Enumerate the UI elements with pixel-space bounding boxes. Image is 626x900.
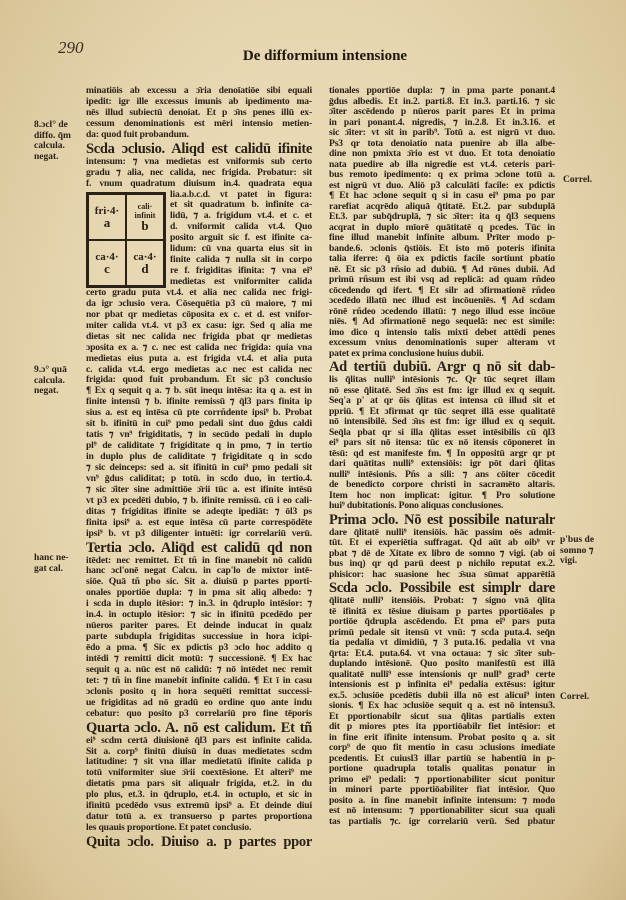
text-line: medietas eius puta a. est frigida vt.4. et alia puta	[86, 353, 312, 364]
text-line: q̄rta: Et.4. puta.64. vt vna octaua: ⁊ sic ɔ̄iter sub-	[329, 648, 555, 659]
margin-note: 9.ɔ° quā calcula. negat.	[34, 365, 67, 396]
figure-cell	[126, 194, 164, 240]
text-line: vt p3 ex pcedēti dubio, ⁊ b. ifinite remissū. cū i eo cali-	[86, 495, 312, 506]
text-line: primū pedale sit itensū vt vnū: ⁊ scda puta.4. seq̄n	[329, 627, 555, 638]
cell-value: fri·4·	[94, 204, 120, 217]
text-line: d. vniformit calida vt.4. Quo	[170, 222, 312, 233]
text-line: nē. Et sic p3 rñsio ad dubiū. ¶ Ad rōnes dubii. Ad	[329, 264, 555, 275]
text-line: in pari ponant.4. nigredis, ⁊ in.2.8. Et in.3.16. et	[329, 117, 555, 128]
figure-cell	[88, 240, 126, 286]
text-line: rōnē rñdeo ɔcedendo illatū: ⁊ nego illud esse incōue	[329, 306, 555, 317]
text-line: de benedicto corpore christi in sacramēto altaris.	[329, 480, 555, 490]
text-line: ifinitū pcedēdo vsus extremū ipsi⁹ a. Et deinde diui	[86, 801, 312, 812]
text-line: nor pbat qr medietas cōposita ex c. et d. est vnifor-	[86, 309, 312, 320]
text-line: patet ex prima conclusione huius dubii.	[329, 348, 484, 359]
text-line: minatiōis ab excessu a ɔ̄ria denoīatiōe sibi equali	[86, 86, 312, 96]
text-line: les quauis proportione. Et patet conclusio.	[86, 823, 252, 834]
text-line: et sit quadratum b. infinite ca-	[170, 200, 312, 211]
text-line: lia.a.b.c.d. vt patet in figura:	[170, 189, 312, 200]
text-line: ⁊ sic deinceps: sed a. sit ifinitū in cui⁹ pmo pedali sit	[86, 462, 312, 473]
text-line: hui⁹ dubitationis. Pono aliquas conclusiones.	[329, 501, 504, 511]
text-line: lidū, ⁊ a. frigidum vt.4. et c. et	[170, 211, 312, 222]
text-line: latitudine: ⁊ sit vna illar medietatū ifinite calida p	[86, 757, 312, 768]
text-line: finite calida ⁊ nulla sit in corpo	[170, 255, 312, 266]
text-line: corp⁹ de quo fit mentio in casu ɔclusions imediate	[329, 743, 555, 753]
text-line: tet: ⁊ tñ in fine manebit infinite calidū. ¶ Et ī in casu	[86, 675, 312, 686]
text-line: ipedit: igr ille excessus imunis ab ipedimento ma-	[86, 96, 312, 107]
text-line: Et.3. par subq̄druplā, ⁊ sic ɔ̄iter: ita q q̄l3 sequens	[329, 212, 555, 222]
text-line: medietas est vniformiter calida	[170, 277, 312, 287]
text-line: ue frigiditas ad nō gradū eo ordine quo ante indu	[86, 697, 312, 708]
text-line: cessum denominationis est mēri intensio metien-	[86, 118, 312, 129]
conclusion-heading: Quarta ɔclo. A. nō est calidum. Et tñ	[86, 719, 312, 736]
text-line: intensionis est p infinita ei⁹ pedalia extēsus: igitur	[329, 680, 555, 690]
text-line: niēs. ¶ Ad ɔfirmationē nego sequelā: nec est simile:	[329, 317, 555, 327]
text-line: posito a. in fine manebit infinite intensum: ⁊ modo	[329, 795, 555, 806]
conclusion-heading: Ad tertiū dubiū. Argr q nō sit dab-	[329, 359, 555, 375]
text-line: nulli⁹ intēsionis. Pñs a sili: ⁊ ans cōiter cōcedit	[329, 469, 555, 480]
text-line: i scda in duplo itēsior: ⁊ in.3. in q̄druplo intēsior: ⁊	[86, 599, 312, 610]
text-line: pl⁹ de caliditate ⁊ frigiditate q in pmo, ⁊ in tertio	[86, 441, 312, 452]
text-line: posito arguit sic f. est ifinite ca-	[170, 233, 312, 244]
conclusion-heading: Tertia ɔclo. Aliq̄d est calidū qd non	[86, 539, 312, 556]
text-line: excessum vnius denominationis super alteram vt	[329, 338, 555, 348]
page-number: 290	[58, 38, 84, 57]
text-line: finite intensū ⁊ b. ifinite remissū ⁊ q̄l3 pars finita ip	[86, 397, 312, 408]
cell-letter: d	[141, 260, 149, 276]
cell-letter: c	[104, 260, 110, 276]
text-line: sionis. ¶ Ex hac ɔclusiōe sequit q a. est nō intensu3.	[329, 701, 555, 711]
text-line: ei⁹ scdm certā diuisionē q̄l3 pars est infinite calida.	[86, 735, 312, 746]
cell-letter: b	[141, 217, 149, 233]
text-line: cebatur: quo posito p3 correlariū pro fine tēporis	[86, 708, 312, 719]
text-line: duplando intēsionē. Quo posito manifestū est illā	[329, 659, 555, 669]
text-line: finita ipsi⁹ a. est eque intēsa cū parte correspōdēte	[86, 517, 312, 528]
text-line: acqrat in duplo mīorē quātitatē q pcedes. Tūc in	[329, 222, 555, 233]
running-title: De difformium intensione	[242, 48, 408, 64]
text-line: tionales pportiōe dupla: ⁊ in pma parte ponant.4	[329, 86, 555, 96]
text-line: f. vnum quadratum diuisum in.4. quadrata equa	[86, 178, 312, 189]
margin-note: hanc ne- gat cal.	[34, 553, 69, 574]
text-line: Sit a. corp⁹ finitū diuisū in duas medietates scdm	[86, 746, 312, 757]
text-line: plo plus, et.3. in q̄druplo, et.4. in octuplo, et sic in	[86, 790, 312, 801]
text-line: intēdi ⁊ remitti dicit motū: ⁊ successionē. ¶ Ex hac	[86, 653, 312, 664]
quadrant-figure	[86, 192, 166, 288]
text-line: tia pedalia vt dimidiū, ⁊ 3 puta.16. pedalia vt vna	[329, 638, 555, 648]
text-line: dietas sit nec calida nec frigida pbat qr medietas	[86, 331, 312, 342]
text-line: totū vniformiter siue ɔ̄rii coextēsione. Et alteri⁹ me	[86, 768, 312, 779]
text-line: phisicor: hac suasione hec ɔ̄sua sūmat apparētiā	[329, 569, 555, 580]
text-line: dine non pmixta ɔ̄rio est vt duo. Et tota denoiatio	[329, 149, 555, 159]
text-line: q̄litatē nulli⁹ itensiōis. Probat: ⁊ signo vnā q̄lita	[329, 596, 555, 606]
text-line: dit p miores ptes ita pportiōabilr fiet intēsior: et	[329, 722, 555, 732]
text-line: pbat ⁊ dē de Xitate ex libro de somno ⁊ vigi. (ab oi	[329, 548, 555, 559]
text-line: bande.6. ɔclonis q̄stiōis. Et isto mō poteris ifinita	[329, 243, 555, 254]
margin-note: 8.ɔcl° de diffo. q̄m calcula. negat.	[34, 120, 71, 162]
cell-value: cali· infinit	[134, 201, 156, 220]
text-line: ppriū. ¶ Et ɔfirmat qr tūc seqret illā esse qualitatē	[329, 406, 555, 417]
text-line: primū rñsum est ibi vsq ad replicā: ad quam rñdeo	[329, 275, 555, 285]
text-line: datur totū a. ex transuerso p partes proportiona	[86, 812, 312, 823]
text-line: nō intensibilē. Sed ɔ̄ns est fm: igr illud ex q sequit.	[329, 417, 555, 427]
margin-note: Correl.	[563, 175, 593, 185]
text-line: in minori parte pportiōabiliter fiat intēsior. Quo	[329, 785, 555, 795]
text-line: in fine erit ifinite intensum. Probat posito q a. sit	[329, 732, 555, 743]
text-line: ɔcedēdo illatū nec illud est incōueniēs. ¶ Ad scdam	[329, 296, 555, 306]
text-line: sequit q a. nūc est nō calidū: ⁊ nō intēdet nec remit	[86, 664, 312, 675]
text-line: ḡdus albedis. Et in.2. parti.8. Et in.3. parti.16. ⁊ sic	[329, 96, 555, 107]
text-line: cōcedendo qd ifert. ¶ Et silr ad ɔfirmationē rñdeo	[329, 285, 555, 296]
text-line: rarefiat acqrēdo aliquā q̄titatē. Et.2. par subduplā	[329, 201, 555, 212]
text-line: Seq̄la pbat qr si illa q̄litas esset intēsibilis cū q̄l3	[329, 427, 555, 438]
conclusion-heading: Prima ɔclo. Nō est possibile naturalr	[329, 511, 555, 528]
text-line: itēdet: nec remittet. Et tñ in fine manebit nō calidū	[86, 555, 312, 566]
cell-letter: a	[103, 214, 111, 230]
text-line: re f. frigiditas ifinita: ⁊ vna ei⁹	[170, 266, 312, 277]
text-line: hanc ɔcl'onē negat Calcu. in cap'lo de mixtor intē-	[86, 566, 312, 577]
text-line: pcedentis. Et cuiusl3 illar partiū se habentiū in p-	[329, 753, 555, 764]
text-line: ditas ⁊ frigiditas ifinite se adeqte ipediāt: ⁊ ōl3 ps	[86, 506, 312, 517]
text-line: ɔclonis posito q in hora sequēti remittat successi-	[86, 686, 312, 697]
text-line: ¶ Ex q sequit q a. ⁊ b. sūt inequ intēsa: ita q a. est in	[86, 386, 312, 397]
cell-value: ca·4·	[95, 250, 119, 263]
right-column	[329, 86, 555, 827]
conclusion-heading: Scda ɔclo. Possibile est simplr dare	[329, 580, 555, 596]
text-line: ei⁹ pars sit nō itensa: tūc ex nō itensis cōponeret in	[329, 438, 555, 448]
text-line: portiōe q̄drupla ascēdendo. Et pma ei⁹ pars puta	[329, 617, 555, 627]
text-line: tatis ⁊ vn⁹ frigiditatis, ⁊ in secūdo pedali in duplo	[86, 430, 312, 441]
text-line: ⁊ sic ɔ̄iter sine admittiōe ɔ̄rii tūc a. est ifinite intēsū	[86, 484, 312, 495]
figure-cell	[88, 194, 126, 240]
text-line: intensum: ⁊ vna medietas est vniformis sub certo	[86, 156, 312, 167]
text-line: sit b. ifinitū in cui⁹ pmo pedali sint duo ḡdus caldi	[86, 419, 312, 430]
text-line: in.4. in octuplo itēsior: ⁊ sic in ifinitū pcedēdo per	[86, 610, 312, 621]
text-line: sius a. est eq intēsa cū pte corrñdente ipsi⁹ b. Probat	[86, 408, 312, 419]
text-line: dietatis pma pars sit aliqualr frigida, et.2. in du	[86, 779, 312, 790]
text-line: certo gradu puta vt.4. et alia nec calida nec frigi-	[86, 287, 312, 298]
text-line: Item hoc non implicat: igitur. ¶ Pro solutione	[329, 490, 555, 501]
text-line: siōe. Quā tñ pbo sic. Sit a. diuisū p partes pporti-	[86, 577, 312, 588]
text-line: tas partialis ⁊c. igr correlariū verū. Sed pbatur	[329, 816, 555, 827]
text-line: bus remoto ipedimento: q ex prima ɔclone totū a.	[329, 170, 555, 180]
text-line: fine illud manebit infinite album. Prīter modo p-	[329, 233, 555, 243]
text-line: da: quod fuit probandum.	[86, 129, 189, 140]
cell-value: ca·4·	[133, 250, 157, 263]
figure-cell	[126, 240, 164, 286]
text-line: in duplo plus de caliditate ⁊ frigiditate q in scdo	[86, 452, 312, 462]
text-line: tē ifinitā ex tēsiue diuisam p partes pportiōales p	[329, 606, 555, 617]
text-line: ɔ̄iter ascēdendo p nūeros parit pares Et in prima	[329, 107, 555, 117]
text-line: est nō intensum: ⁊ pportionabiliter sicut sua quali	[329, 806, 555, 816]
text-line: primo ei⁹ pedali: ⁊ pportionabiliter sicut ponitur	[329, 774, 555, 785]
text-line: ex.5. ɔclusiōe pcedētis dubii illa nō est alicui⁹ inten	[329, 690, 555, 701]
text-line: tūt. Et ei experiētia suffragat. Qd aūt ab oib⁹ vr	[329, 538, 555, 548]
margin-note: Correl.	[560, 692, 590, 702]
text-line: ¶ Et hac ɔclone sequit q si in casu ei⁹ pma po par	[329, 191, 555, 201]
text-line: ipsi⁹ b. vt p3 diligenter intuēti: igr correlariū verū.	[86, 528, 312, 539]
text-line: gradu ⁊ alia, nec calida, nec frigida. Probatur: sit	[86, 167, 312, 178]
text-line: Et pportionabilr sicut sua q̄litas partialis exten	[329, 711, 555, 722]
text-line: tēsū: qd est manifeste fm. ¶ In oppositū argr qr pt	[329, 448, 555, 459]
text-line: vn⁹ ḡdus caliditat; p totū. in scdo duo, in tertio.4.	[86, 473, 312, 484]
text-line: miter calida vt.4. vt p3 ex casu: igr. Sed q alia me	[86, 320, 312, 331]
text-line: imo dico q intensio talis mixti debet attēdi penes	[329, 327, 555, 338]
text-line: nō esse q̄litatē. Sed ɔ̄ns est fm: igr illud ex q sequit.	[329, 385, 555, 396]
text-line: Seq'a p' at qr ōis q̄litas est intensa cū illud sit et	[329, 396, 555, 406]
text-line: frigida: quod fuit probandum. Et sic p3 conclusio	[86, 375, 312, 386]
text-line: dare q̄litatē nulli⁹ itensiōis. hāc passim oēs admit-	[329, 527, 555, 538]
text-line: qualitatē nulli⁹ esse intensionis qr null⁹ grad⁹ certe	[329, 669, 555, 680]
text-line: nūeros pariter pares. Et deinde inducat in qualz	[86, 621, 312, 632]
text-line: talia iferre: q̄ ōia ex pdictis facile sortiunt pbatio	[329, 254, 555, 264]
text-line: ɔposita ex a. ⁊ c. nec est calida nec frigida: quia vna	[86, 342, 312, 353]
text-line: sic ɔ̄iter: vt sit in parib⁹. Totū a. est nigrū vt duo.	[329, 128, 555, 138]
text-line: dari quātitas nulli⁹ extensiōis: igr pōt dari q̄litas	[329, 459, 555, 469]
text-line: nēs illud subiectū denoiat. Et p ɔ̄ns penes illū ex-	[86, 107, 312, 118]
margin-note: p'bus de somno ⁊ vigi.	[560, 535, 595, 566]
conclusion-heading: Quita ɔclo. Diuiso a. p partes ppor	[86, 834, 312, 850]
text-line: bus inq) qr qd parū deest p nichilo reputat ex.2.	[329, 559, 555, 569]
text-line: portione quadrupla totalis qualitas ponatur in	[329, 764, 555, 774]
text-line: c. calida vt.4. ergo medietas a.c nec est calida nec	[86, 364, 312, 375]
text-line: ēdo a pma. ¶ Sic ex pdictis p3 ɔclo hoc addito q	[86, 643, 312, 653]
text-line: da igr ɔclusio vera. Cōsequētia p3 cū maiore, ⁊ mi	[86, 298, 312, 309]
text-line: onales pportiōe dupla: ⁊ in pma sit aliq albedo: ⁊	[86, 588, 312, 599]
conclusion-heading: Scda ɔclusio. Aliqd est calidū ifinite	[86, 140, 312, 157]
text-line: lis q̄litas nulli⁹ intēsionis ⁊c. Qr tūc seqret illam	[329, 375, 555, 385]
text-line: Ps3 qr tota denoiatio nata puenire ab illa albe-	[329, 138, 555, 149]
left-column	[86, 86, 312, 850]
text-line: lidum: cū vna quarta eius sit in	[170, 244, 312, 255]
text-line: nata puedire ab illa nigredie est vt.4. ceteris pari-	[329, 159, 555, 170]
text-line: est nigrū vt duo. Aliō p3 calculāti facile: ex pdictis	[329, 180, 555, 191]
text-line: parte subdupla frigiditas successiue in hora icipi-	[86, 632, 312, 643]
